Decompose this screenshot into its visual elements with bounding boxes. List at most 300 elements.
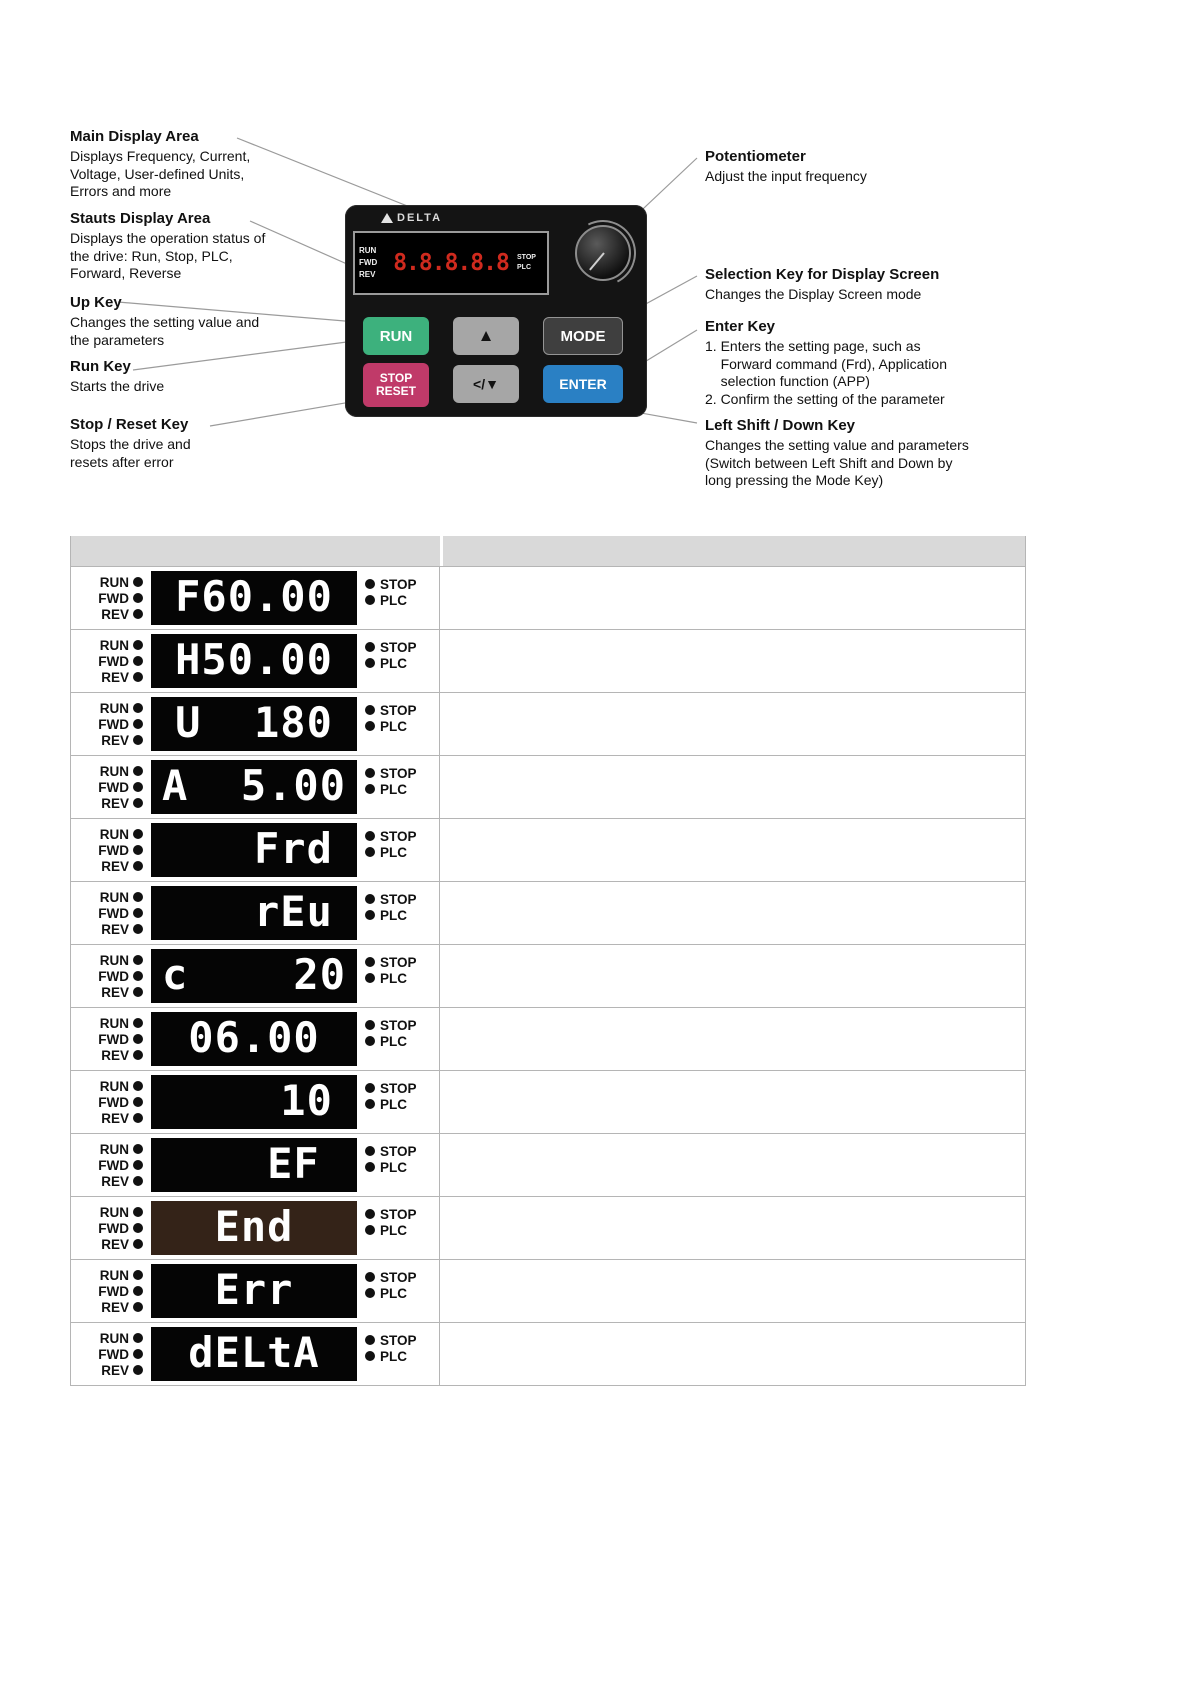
status-label: FWD <box>98 968 129 984</box>
status-indicator <box>81 890 143 905</box>
display-cell <box>71 882 440 944</box>
status-indicator <box>365 1081 417 1096</box>
callout-title: Enter Key <box>705 318 776 335</box>
callout-selection-key <box>705 266 1055 304</box>
stop-reset-button <box>363 363 429 407</box>
status-label: STOP <box>380 702 417 718</box>
status-dot <box>133 1176 143 1186</box>
status-dot <box>133 845 143 855</box>
status-label: RUN <box>99 700 129 716</box>
seven-segment-display: c 20 <box>151 949 357 1003</box>
status-indicator <box>365 1207 417 1222</box>
table-row <box>71 692 1025 755</box>
table-row <box>71 1259 1025 1322</box>
status-dot <box>133 782 143 792</box>
status-dot <box>365 957 375 967</box>
status-right-column <box>365 577 417 608</box>
callout-desc: 1. Enters the setting page, such as Forward command (Frd), Application selection function (APP) 2. Confirm the setting of the parameter <box>705 338 947 407</box>
status-dot <box>365 1083 375 1093</box>
status-indicator <box>81 985 143 1000</box>
left-shift-down-button: </▼ <box>453 365 519 403</box>
status-left-column <box>81 1331 143 1378</box>
status-dot <box>133 908 143 918</box>
status-dot <box>133 798 143 808</box>
status-right-column <box>365 1081 417 1112</box>
description-cell <box>440 567 1025 629</box>
callout-up-key <box>70 294 355 349</box>
status-dot <box>133 1223 143 1233</box>
status-dot <box>133 955 143 965</box>
callout-main-display-area <box>70 128 355 201</box>
callout-title: Left Shift / Down Key <box>705 417 855 434</box>
status-dot <box>133 829 143 839</box>
callout-stop-reset-key <box>70 416 355 471</box>
status-label: PLC <box>380 970 407 986</box>
status-indicator <box>81 591 143 606</box>
status-label: STOP <box>380 954 417 970</box>
status-dot <box>365 1335 375 1345</box>
status-label: FWD <box>98 716 129 732</box>
status-label: STOP <box>380 1017 417 1033</box>
status-label: REV <box>101 858 129 874</box>
table-row <box>71 1196 1025 1259</box>
status-indicator <box>365 845 417 860</box>
description-cell <box>440 1071 1025 1133</box>
status-dot <box>133 1365 143 1375</box>
status-label: REV <box>101 1299 129 1315</box>
description-cell <box>440 1134 1025 1196</box>
status-label: RUN <box>99 1141 129 1157</box>
status-right-column <box>365 703 417 734</box>
delta-triangle-icon <box>381 213 393 223</box>
status-indicator <box>81 906 143 921</box>
status-dot <box>133 672 143 682</box>
display-cell <box>71 1134 440 1196</box>
status-label: PLC <box>380 1348 407 1364</box>
status-label: STOP <box>380 1143 417 1159</box>
status-label: FWD <box>98 653 129 669</box>
status-indicator <box>81 1268 143 1283</box>
status-indicator <box>81 1142 143 1157</box>
status-label: PLC <box>380 1285 407 1301</box>
status-indicator <box>365 955 417 970</box>
display-cell <box>71 1197 440 1259</box>
status-indicator <box>365 577 417 592</box>
keypad-diagram-section <box>0 0 1191 525</box>
keypad-display <box>353 231 549 295</box>
status-dot <box>133 861 143 871</box>
callout-desc: Changes the setting value and parameters (Switch between Left Shift and Down by long pressing the Mode Key) <box>705 437 969 488</box>
status-dot <box>133 577 143 587</box>
status-dot <box>365 1209 375 1219</box>
status-indicator <box>81 1205 143 1220</box>
table-row <box>71 1322 1025 1385</box>
status-indicator <box>81 1048 143 1063</box>
seven-segment-display: F60.00 <box>151 571 357 625</box>
status-indicator <box>365 640 417 655</box>
status-label: STOP <box>380 1269 417 1285</box>
status-dot <box>365 595 375 605</box>
status-label: STOP <box>380 1080 417 1096</box>
status-dot <box>365 1288 375 1298</box>
display-cell <box>71 630 440 692</box>
status-dot <box>365 705 375 715</box>
table-row <box>71 818 1025 881</box>
status-dot <box>365 642 375 652</box>
table-row <box>71 881 1025 944</box>
status-dot <box>133 1097 143 1107</box>
status-label: PLC <box>380 1159 407 1175</box>
callout-run-key <box>70 358 355 396</box>
description-cell <box>440 693 1025 755</box>
description-cell <box>440 1260 1025 1322</box>
callout-desc: Starts the drive <box>70 378 165 394</box>
status-plc-label: PLC <box>517 264 531 271</box>
status-right-column <box>365 1270 417 1301</box>
status-label: STOP <box>380 891 417 907</box>
status-label: RUN <box>99 1078 129 1094</box>
status-label: REV <box>101 984 129 1000</box>
status-dot <box>133 1239 143 1249</box>
status-dot <box>133 593 143 603</box>
status-dot <box>133 1113 143 1123</box>
status-label: FWD <box>98 1283 129 1299</box>
status-dot <box>365 658 375 668</box>
display-cell <box>71 819 440 881</box>
callout-desc: Displays Frequency, Current, Voltage, User-defined Units, Errors and more <box>70 148 251 199</box>
status-indicator <box>81 1331 143 1346</box>
status-left-column <box>81 827 143 874</box>
status-indicator <box>81 733 143 748</box>
table-row <box>71 1007 1025 1070</box>
status-label: STOP <box>380 1332 417 1348</box>
status-left-column <box>81 1142 143 1189</box>
status-indicator <box>81 764 143 779</box>
status-dot <box>365 847 375 857</box>
status-dot <box>365 894 375 904</box>
status-dot <box>365 1020 375 1030</box>
status-indicator <box>365 656 417 671</box>
status-label: REV <box>101 669 129 685</box>
description-cell <box>440 1323 1025 1385</box>
status-indicator <box>365 766 417 781</box>
status-right-column <box>365 1333 417 1364</box>
status-dot <box>133 892 143 902</box>
status-left-column <box>81 1268 143 1315</box>
status-dot <box>133 735 143 745</box>
status-dot <box>365 1036 375 1046</box>
status-dot <box>133 640 143 650</box>
status-indicator <box>81 1016 143 1031</box>
status-label: FWD <box>98 1094 129 1110</box>
delta-logo <box>381 212 442 224</box>
status-indicator <box>81 969 143 984</box>
seven-segment-display: EF <box>151 1138 357 1192</box>
status-dot <box>365 910 375 920</box>
display-cell <box>71 1008 440 1070</box>
callout-potentiometer <box>705 148 1055 186</box>
status-stop-label: STOP <box>517 254 536 261</box>
enter-button: ENTER <box>543 365 623 403</box>
status-dot <box>133 1207 143 1217</box>
status-indicator <box>365 892 417 907</box>
status-label: FWD <box>98 1346 129 1362</box>
status-label: REV <box>101 732 129 748</box>
seven-segment-display: U 180 <box>151 697 357 751</box>
status-indicator <box>365 971 417 986</box>
status-indicator <box>81 1095 143 1110</box>
callout-title: Stop / Reset Key <box>70 416 189 433</box>
callout-enter-key <box>705 318 1055 408</box>
callout-status-display-area <box>70 210 355 283</box>
status-indicator <box>81 953 143 968</box>
status-indicator <box>81 654 143 669</box>
display-states-table <box>70 536 1026 1386</box>
status-right-column <box>365 955 417 986</box>
status-label: REV <box>101 1173 129 1189</box>
status-label: PLC <box>380 655 407 671</box>
status-dot <box>133 924 143 934</box>
knob-pointer <box>589 252 605 270</box>
status-label: RUN <box>99 1204 129 1220</box>
callout-desc: Adjust the input frequency <box>705 168 867 184</box>
status-run-label: RUN <box>359 246 377 255</box>
status-label: RUN <box>99 1330 129 1346</box>
up-button: ▲ <box>453 317 519 355</box>
status-dot <box>133 766 143 776</box>
status-label: REV <box>101 1236 129 1252</box>
status-right-column <box>365 892 417 923</box>
status-label: PLC <box>380 1222 407 1238</box>
table-row <box>71 1070 1025 1133</box>
status-label: REV <box>101 1362 129 1378</box>
status-dot <box>133 1270 143 1280</box>
display-cell <box>71 1323 440 1385</box>
display-cell <box>71 567 440 629</box>
table-header-right <box>443 536 1025 566</box>
status-indicator <box>81 607 143 622</box>
status-dot <box>133 1333 143 1343</box>
status-indicator <box>81 827 143 842</box>
status-dot <box>365 579 375 589</box>
status-indicator <box>81 1079 143 1094</box>
display-table-rows <box>71 566 1025 1385</box>
status-indicator <box>81 1347 143 1362</box>
status-label: FWD <box>98 1220 129 1236</box>
callout-title: Main Display Area <box>70 128 199 145</box>
status-label: RUN <box>99 826 129 842</box>
status-label: REV <box>101 1047 129 1063</box>
status-dot <box>365 1146 375 1156</box>
status-dot <box>133 703 143 713</box>
status-right-column <box>365 1018 417 1049</box>
status-dot <box>133 1144 143 1154</box>
callout-desc: Displays the operation status of the drive: Run, Stop, PLC, Forward, Reverse <box>70 230 266 281</box>
description-cell <box>440 945 1025 1007</box>
status-indicator <box>81 780 143 795</box>
status-indicator <box>81 1111 143 1126</box>
status-indicator <box>81 796 143 811</box>
status-left-column <box>81 953 143 1000</box>
status-indicator <box>81 1221 143 1236</box>
status-indicator <box>81 717 143 732</box>
status-dot <box>365 1272 375 1282</box>
status-label: RUN <box>99 1015 129 1031</box>
callout-desc: Changes the Display Screen mode <box>705 286 922 302</box>
status-label: STOP <box>380 1206 417 1222</box>
status-label: FWD <box>98 905 129 921</box>
status-indicator <box>81 1032 143 1047</box>
status-dot <box>133 1286 143 1296</box>
status-label: STOP <box>380 828 417 844</box>
status-label: RUN <box>99 637 129 653</box>
status-indicator <box>365 1160 417 1175</box>
status-label: REV <box>101 795 129 811</box>
table-header <box>71 536 1025 566</box>
status-indicator <box>365 782 417 797</box>
status-dot <box>365 973 375 983</box>
status-label: RUN <box>99 889 129 905</box>
status-dot <box>133 971 143 981</box>
seven-segment-display: 10 <box>151 1075 357 1129</box>
status-label: STOP <box>380 639 417 655</box>
status-label: FWD <box>98 842 129 858</box>
status-label: PLC <box>380 592 407 608</box>
status-indicator <box>81 843 143 858</box>
seven-segment-display: rEu <box>151 886 357 940</box>
table-header-left <box>71 536 440 566</box>
status-dot <box>133 656 143 666</box>
status-dot <box>365 1351 375 1361</box>
status-indicator <box>81 859 143 874</box>
status-left-column <box>81 764 143 811</box>
status-label: STOP <box>380 576 417 592</box>
status-dot <box>365 1162 375 1172</box>
status-label: RUN <box>99 763 129 779</box>
status-indicator <box>81 922 143 937</box>
status-rev-label: REV <box>359 270 376 279</box>
status-label: REV <box>101 606 129 622</box>
status-indicator <box>365 1018 417 1033</box>
callout-title: Potentiometer <box>705 148 806 165</box>
display-cell <box>71 756 440 818</box>
table-row <box>71 566 1025 629</box>
description-cell <box>440 630 1025 692</box>
keypad-panel <box>345 205 647 417</box>
status-dot <box>133 609 143 619</box>
status-indicator <box>365 1349 417 1364</box>
display-cell <box>71 1071 440 1133</box>
status-dot <box>133 1018 143 1028</box>
display-cell <box>71 1260 440 1322</box>
status-label: PLC <box>380 781 407 797</box>
status-left-column <box>81 890 143 937</box>
status-label: FWD <box>98 590 129 606</box>
description-cell <box>440 882 1025 944</box>
status-indicator <box>365 908 417 923</box>
status-indicator <box>365 1034 417 1049</box>
status-label: PLC <box>380 718 407 734</box>
status-label: RUN <box>99 952 129 968</box>
status-dot <box>133 1050 143 1060</box>
stop-label: STOP <box>379 371 413 385</box>
status-indicator <box>365 1223 417 1238</box>
status-label: FWD <box>98 1157 129 1173</box>
status-indicator <box>81 1158 143 1173</box>
status-label: RUN <box>99 1267 129 1283</box>
display-cell <box>71 945 440 1007</box>
status-dot <box>133 1034 143 1044</box>
status-label: PLC <box>380 844 407 860</box>
status-right-column <box>365 829 417 860</box>
status-label: RUN <box>99 574 129 590</box>
status-label: PLC <box>380 1033 407 1049</box>
description-cell <box>440 1197 1025 1259</box>
status-indicator <box>81 670 143 685</box>
seven-segment-display: dELtA <box>151 1327 357 1381</box>
seven-segment-display: H50.00 <box>151 634 357 688</box>
reset-label: RESET <box>375 384 416 398</box>
callout-desc: Stops the drive and resets after error <box>70 436 191 470</box>
status-right-column <box>365 1207 417 1238</box>
status-dot <box>365 768 375 778</box>
callout-title: Selection Key for Display Screen <box>705 266 940 283</box>
status-fwd-label: FWD <box>359 258 378 267</box>
status-indicator <box>365 719 417 734</box>
status-indicator <box>81 575 143 590</box>
table-row <box>71 1133 1025 1196</box>
status-indicator <box>365 703 417 718</box>
status-label: PLC <box>380 907 407 923</box>
status-left-column <box>81 1016 143 1063</box>
seven-segment-display: Err <box>151 1264 357 1318</box>
run-button: RUN <box>363 317 429 355</box>
status-label: REV <box>101 1110 129 1126</box>
status-indicator <box>81 701 143 716</box>
status-label: PLC <box>380 1096 407 1112</box>
status-dot <box>133 1081 143 1091</box>
status-indicator <box>81 1284 143 1299</box>
table-row <box>71 629 1025 692</box>
seven-segment-display: Frd <box>151 823 357 877</box>
callout-title: Run Key <box>70 358 131 375</box>
status-indicator <box>81 1363 143 1378</box>
status-indicator <box>81 1237 143 1252</box>
status-right-column <box>365 640 417 671</box>
table-row <box>71 944 1025 1007</box>
status-left-column <box>81 1205 143 1252</box>
seven-segment-display: 06.00 <box>151 1012 357 1066</box>
brand-text: DELTA <box>397 212 443 224</box>
status-dot <box>365 831 375 841</box>
callout-title: Up Key <box>70 294 122 311</box>
description-cell <box>440 1008 1025 1070</box>
status-indicator <box>365 1097 417 1112</box>
status-left-column <box>81 701 143 748</box>
callout-title: Stauts Display Area <box>70 210 211 227</box>
status-dot <box>133 1349 143 1359</box>
potentiometer-knob <box>575 225 631 281</box>
callout-left-shift-down-key <box>705 417 1055 490</box>
status-dot <box>133 1160 143 1170</box>
status-indicator <box>81 1300 143 1315</box>
status-left-column <box>81 575 143 622</box>
status-indicator <box>365 1270 417 1285</box>
status-indicator <box>81 1174 143 1189</box>
status-left-column <box>81 638 143 685</box>
status-label: STOP <box>380 765 417 781</box>
table-row <box>71 755 1025 818</box>
